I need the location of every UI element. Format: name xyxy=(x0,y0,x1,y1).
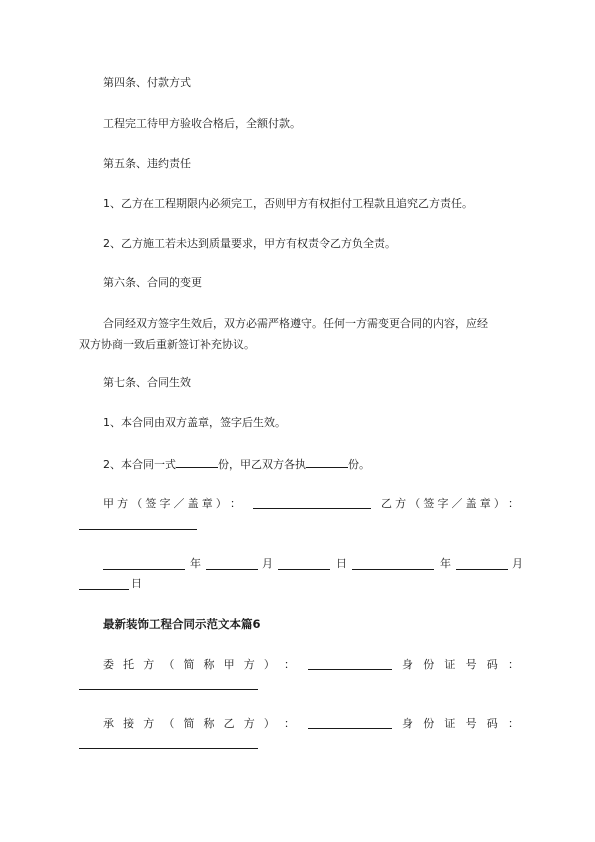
contractor-id-label: 身 份 证 号 码 ： xyxy=(402,717,519,730)
year-label-b: 年 xyxy=(440,557,451,570)
party-b-signature-label: 乙 方 （ 签 字 ／ 盖 章 ） ： xyxy=(381,497,519,510)
year-label-a: 年 xyxy=(190,557,201,570)
article-7-item-1: 1、本合同由双方盖章，签字后生效。 xyxy=(103,416,286,429)
month-label-a: 月 xyxy=(262,557,273,570)
article-7-title: 第七条、合同生效 xyxy=(103,376,191,389)
article-5-item-1: 1、乙方在工程期限内必须完工，否则甲方有权拒付工程款且追究乙方责任。 xyxy=(103,197,473,210)
party-a-day-field[interactable] xyxy=(278,569,330,570)
copies-total-blank[interactable] xyxy=(176,457,218,468)
article-4-text: 工程完工待甲方验收合格后，全额付款。 xyxy=(103,117,301,130)
article-6-title: 第六条、合同的变更 xyxy=(103,276,202,289)
contractor-label: 承 接 方 （ 简 称 乙 方 ） ： xyxy=(103,717,295,730)
party-b-signature-field[interactable] xyxy=(79,529,197,530)
copies-text-c: 份。 xyxy=(348,458,370,471)
article-5-item-2: 2、乙方施工若未达到质量要求，甲方有权责令乙方负全责。 xyxy=(103,237,396,250)
party-a-signature-label: 甲 方 （ 签 字 ／ 盖 章 ） ： xyxy=(103,497,241,510)
contractor-id-field[interactable] xyxy=(79,748,258,749)
section-heading: 最新装饰工程合同示范文本篇6 xyxy=(103,617,261,631)
copies-each-blank[interactable] xyxy=(306,457,348,468)
client-label: 委 托 方 （ 简 称 甲 方 ） ： xyxy=(103,658,295,671)
party-b-month-field[interactable] xyxy=(456,569,508,570)
month-label-b: 月 xyxy=(512,557,523,570)
client-name-field[interactable] xyxy=(308,669,392,670)
copies-text-b: 份，甲乙双方各执 xyxy=(218,458,306,471)
article-5-title: 第五条、违约责任 xyxy=(103,157,191,170)
article-4-title: 第四条、付款方式 xyxy=(103,76,191,89)
day-label-a: 日 xyxy=(336,557,347,570)
party-b-year-field[interactable] xyxy=(352,569,434,570)
copies-text-a: 2、本合同一式 xyxy=(103,458,176,471)
party-a-signature-field[interactable] xyxy=(253,508,371,509)
article-6-text-line-1: 合同经双方签字生效后，双方必需严格遵守。任何一方需变更合同的内容，应经 xyxy=(103,317,488,330)
article-7-item-2 xyxy=(103,457,370,472)
party-a-month-field[interactable] xyxy=(206,569,258,570)
client-id-label: 身 份 证 号 码 ： xyxy=(402,658,519,671)
day-label-b: 日 xyxy=(131,577,142,590)
party-a-year-field[interactable] xyxy=(103,569,185,570)
contractor-name-field[interactable] xyxy=(308,728,392,729)
party-b-day-field[interactable] xyxy=(79,589,129,590)
article-6-text-line-2: 双方协商一致后重新签订补充协议。 xyxy=(79,338,255,351)
client-id-field[interactable] xyxy=(79,689,258,690)
